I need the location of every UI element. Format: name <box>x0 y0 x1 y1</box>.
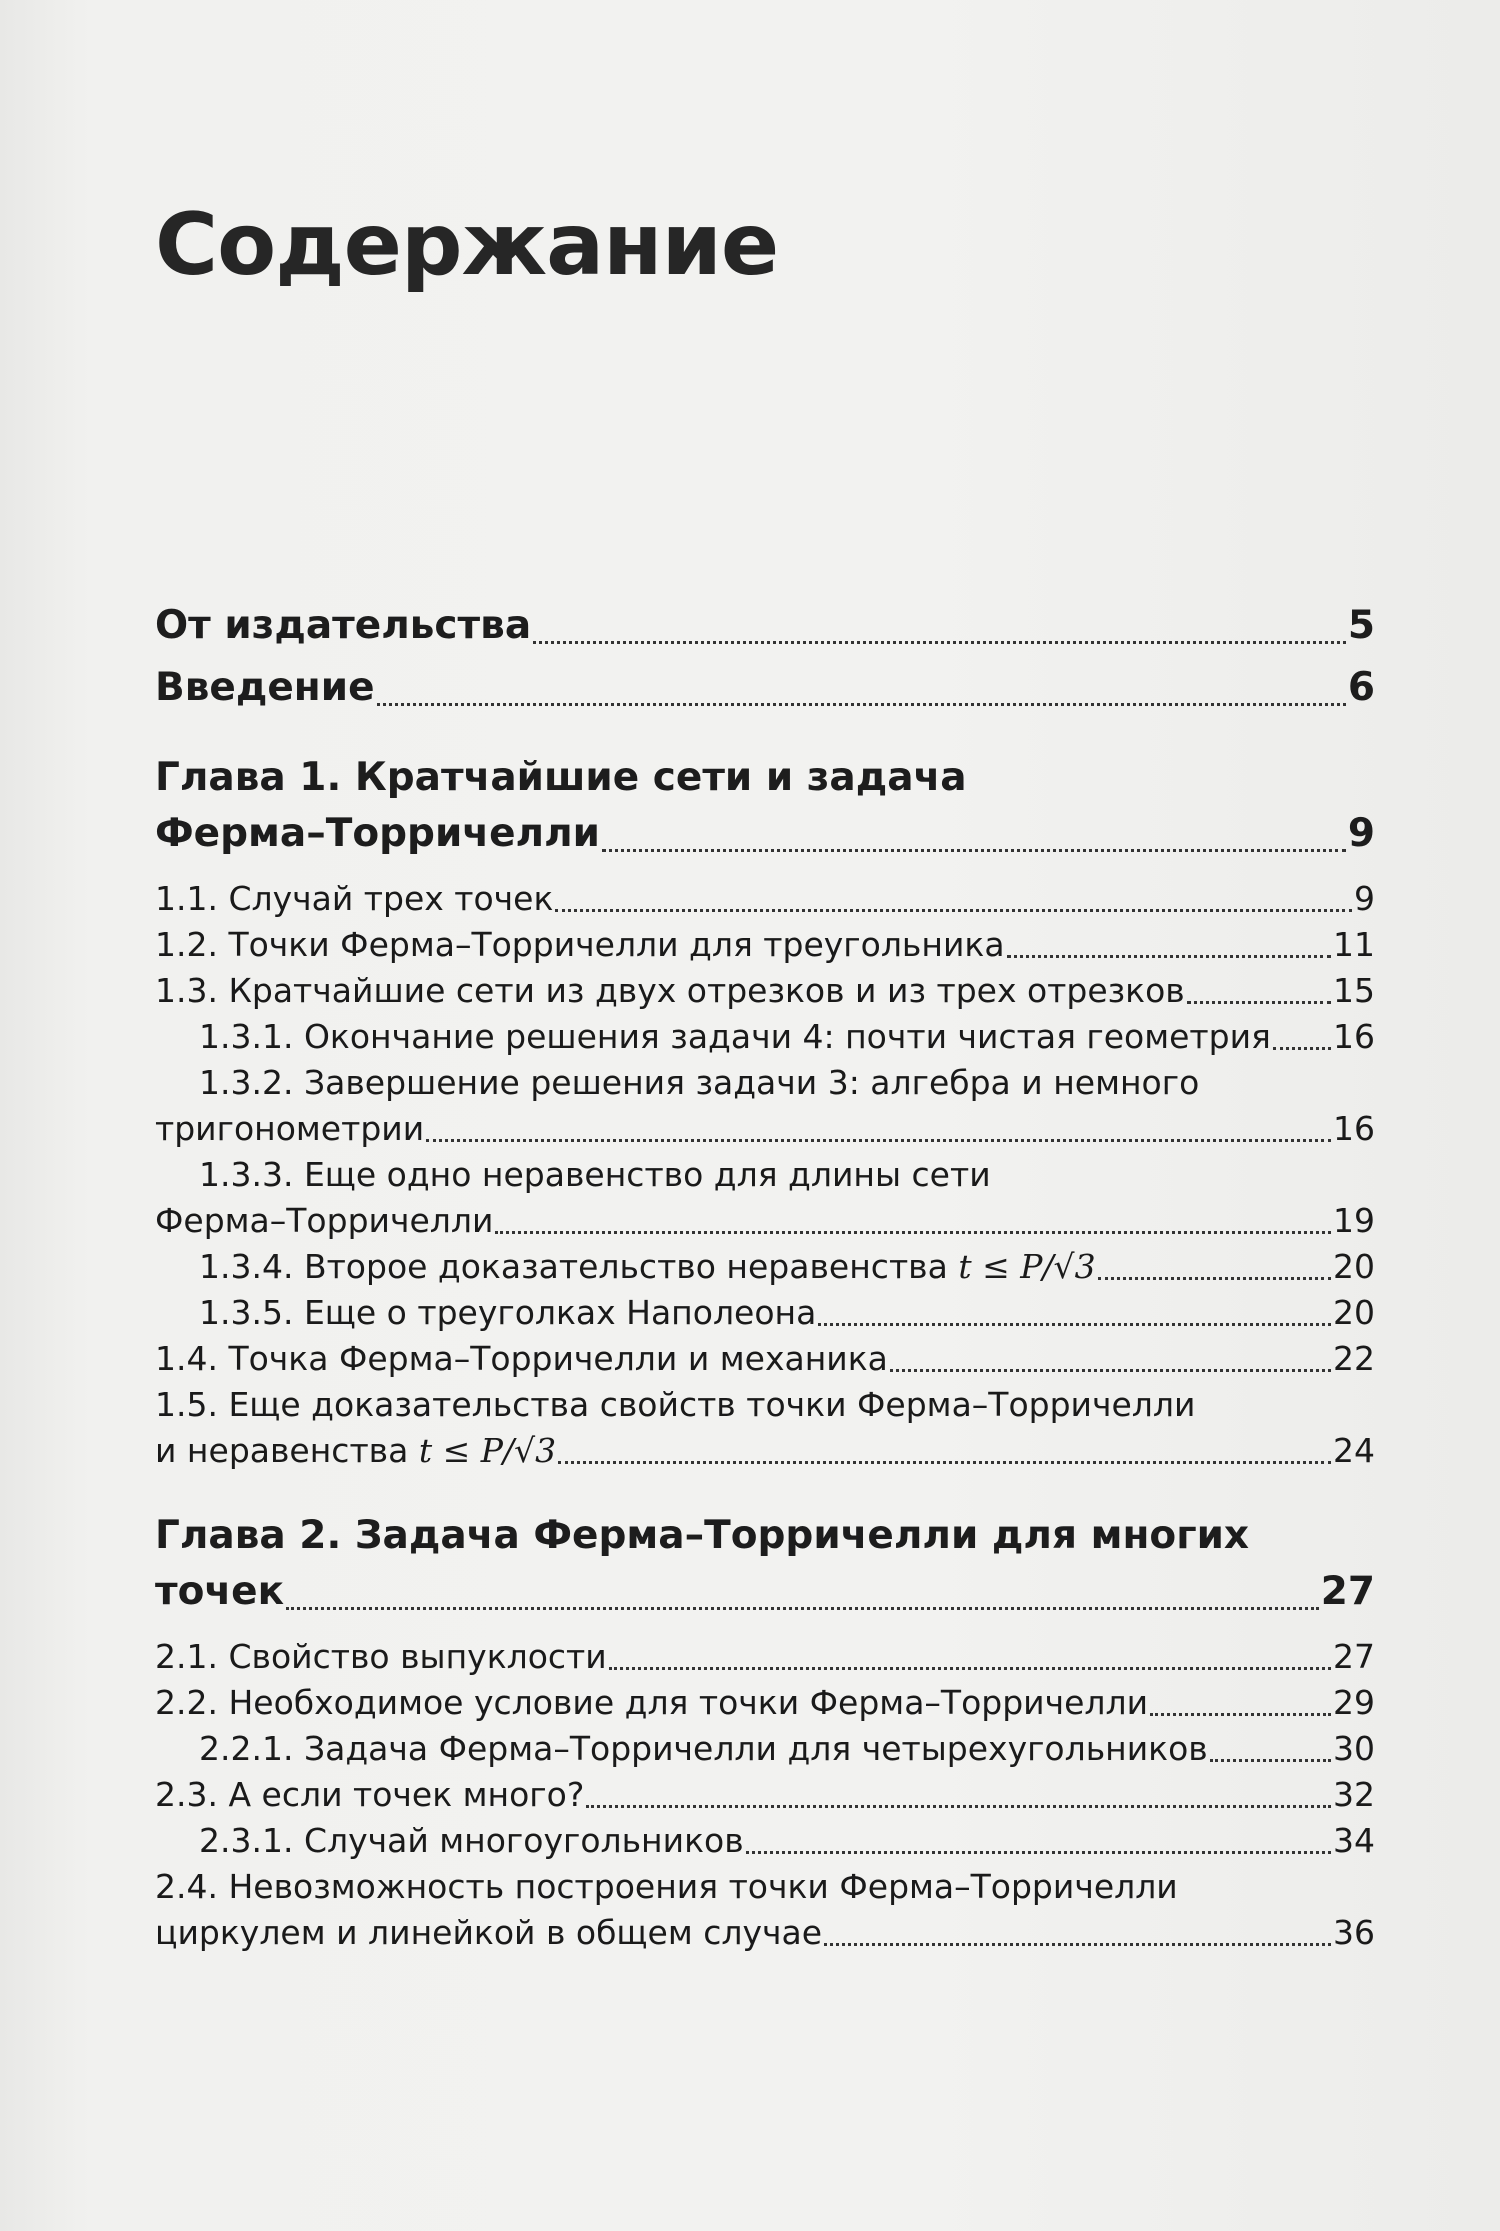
toc-page-number: 22 <box>1333 1339 1375 1378</box>
dot-leader <box>1273 1047 1331 1050</box>
toc-entry-chapter-2[interactable] <box>155 1508 1375 1620</box>
dot-leader <box>426 1139 1331 1142</box>
toc-page-number: 30 <box>1333 1729 1375 1768</box>
dot-leader <box>377 703 1346 706</box>
toc-entry-1-5[interactable] <box>155 1382 1375 1474</box>
toc-label-line: Глава 1. Кратчайшие сети и задача <box>155 755 967 800</box>
toc-label: 1.3.5. Еще о треуголках Наполеона <box>199 1293 817 1332</box>
dot-leader <box>746 1851 1331 1854</box>
toc-page-number: 34 <box>1333 1821 1375 1860</box>
toc-page-number: 36 <box>1333 1913 1375 1952</box>
dot-leader <box>555 909 1352 912</box>
toc-label: 1.4. Точка Ферма–Торричелли и механика <box>155 1339 888 1378</box>
toc-entry-2-4[interactable] <box>155 1864 1375 1956</box>
toc-label: тригонометрии <box>155 1109 425 1148</box>
dot-leader <box>1098 1277 1331 1280</box>
toc-label: точек <box>155 1569 285 1614</box>
dot-leader <box>1007 955 1331 958</box>
toc-label-line: 1.3.2. Завершение решения задачи 3: алгебра и немного <box>199 1063 1200 1102</box>
toc-entry-1-3-3[interactable] <box>155 1152 1375 1244</box>
table-of-contents <box>155 598 1375 1956</box>
toc-entry-2-3[interactable] <box>155 1772 1375 1818</box>
toc-page-number: 20 <box>1333 1293 1375 1332</box>
toc-entry-2-2-1[interactable] <box>155 1726 1375 1772</box>
toc-label: 1.2. Точки Ферма–Торричелли для треугольника <box>155 925 1005 964</box>
toc-entry-1-3-2[interactable] <box>155 1060 1375 1152</box>
dot-leader <box>586 1805 1331 1808</box>
inequality-formula: t ≤ P/√3 <box>958 1247 1096 1286</box>
toc-label-line: 1.5. Еще доказательства свойств точки Ферма–Торричелли <box>155 1385 1196 1424</box>
toc-page-number: 9 <box>1347 811 1375 856</box>
toc-page-number: 16 <box>1333 1109 1375 1148</box>
toc-page-number: 15 <box>1333 971 1375 1010</box>
toc-label: 1.3.1. Окончание решения задачи 4: почти чистая геометрия <box>199 1017 1271 1056</box>
toc-label-line: 2.4. Невозможность построения точки Ферма–Торричелли <box>155 1867 1178 1906</box>
toc-entry-1-3-4[interactable] <box>155 1244 1375 1290</box>
toc-page-number: 27 <box>1320 1569 1375 1614</box>
toc-page-number: 19 <box>1333 1201 1375 1240</box>
dot-leader <box>1210 1759 1331 1762</box>
toc-entry-1-3[interactable] <box>155 968 1375 1014</box>
toc-page-number: 20 <box>1333 1247 1375 1286</box>
toc-entry-1-2[interactable] <box>155 922 1375 968</box>
toc-label: и неравенства <box>155 1431 409 1470</box>
toc-page-number: 27 <box>1333 1637 1375 1676</box>
toc-page-number: 24 <box>1333 1431 1375 1470</box>
toc-entry-chapter-1[interactable] <box>155 750 1375 862</box>
dot-leader <box>286 1607 1319 1610</box>
dot-leader <box>818 1323 1331 1326</box>
toc-label: 2.3.1. Случай многоугольников <box>199 1821 744 1860</box>
toc-page-number: 29 <box>1333 1683 1375 1722</box>
toc-page-number: 11 <box>1333 925 1375 964</box>
dot-leader <box>558 1461 1331 1464</box>
toc-page-number: 6 <box>1347 665 1375 710</box>
toc-entry-publisher[interactable] <box>155 598 1375 654</box>
toc-label: От издательства <box>155 603 532 648</box>
toc-label: Ферма–Торричелли <box>155 811 600 856</box>
toc-label: циркулем и линейкой в общем случае <box>155 1913 822 1952</box>
toc-label: 1.3.4. Второе доказательство неравенства <box>199 1247 948 1286</box>
dot-leader <box>533 641 1346 644</box>
toc-entry-1-1[interactable] <box>155 876 1375 922</box>
toc-entry-2-1[interactable] <box>155 1634 1375 1680</box>
dot-leader <box>824 1943 1331 1946</box>
toc-label: 2.1. Свойство выпуклости <box>155 1637 607 1676</box>
toc-entry-1-3-1[interactable] <box>155 1014 1375 1060</box>
toc-page-number: 16 <box>1333 1017 1375 1056</box>
toc-entry-1-4[interactable] <box>155 1336 1375 1382</box>
toc-label: Ферма–Торричелли <box>155 1201 494 1240</box>
toc-page-number: 32 <box>1333 1775 1375 1814</box>
toc-page-number: 9 <box>1354 879 1375 918</box>
dot-leader <box>1187 1001 1331 1004</box>
toc-entry-intro[interactable] <box>155 660 1375 716</box>
toc-page-number: 5 <box>1347 603 1375 648</box>
toc-entry-2-2[interactable] <box>155 1680 1375 1726</box>
toc-label: 1.1. Случай трех точек <box>155 879 554 918</box>
toc-label: Введение <box>155 665 375 710</box>
toc-entry-2-3-1[interactable] <box>155 1818 1375 1864</box>
dot-leader <box>602 849 1346 852</box>
page-title: Содержание <box>155 195 779 295</box>
toc-label-line: 1.3.3. Еще одно неравенство для длины сети <box>199 1155 991 1194</box>
dot-leader <box>609 1667 1331 1670</box>
dot-leader <box>890 1369 1331 1372</box>
dot-leader <box>1150 1713 1331 1716</box>
inequality-formula: t ≤ P/√3 <box>418 1431 557 1470</box>
toc-label: 1.3. Кратчайшие сети из двух отрезков и из трех отрезков <box>155 971 1185 1010</box>
toc-label: 2.2.1. Задача Ферма–Торричелли для четырехугольников <box>199 1729 1208 1768</box>
toc-label: 2.2. Необходимое условие для точки Ферма–Торричелли <box>155 1683 1149 1722</box>
toc-entry-1-3-5[interactable] <box>155 1290 1375 1336</box>
toc-label: 2.3. А если точек много? <box>155 1775 585 1814</box>
dot-leader <box>495 1231 1331 1234</box>
toc-label-line: Глава 2. Задача Ферма–Торричелли для многих <box>155 1513 1250 1558</box>
